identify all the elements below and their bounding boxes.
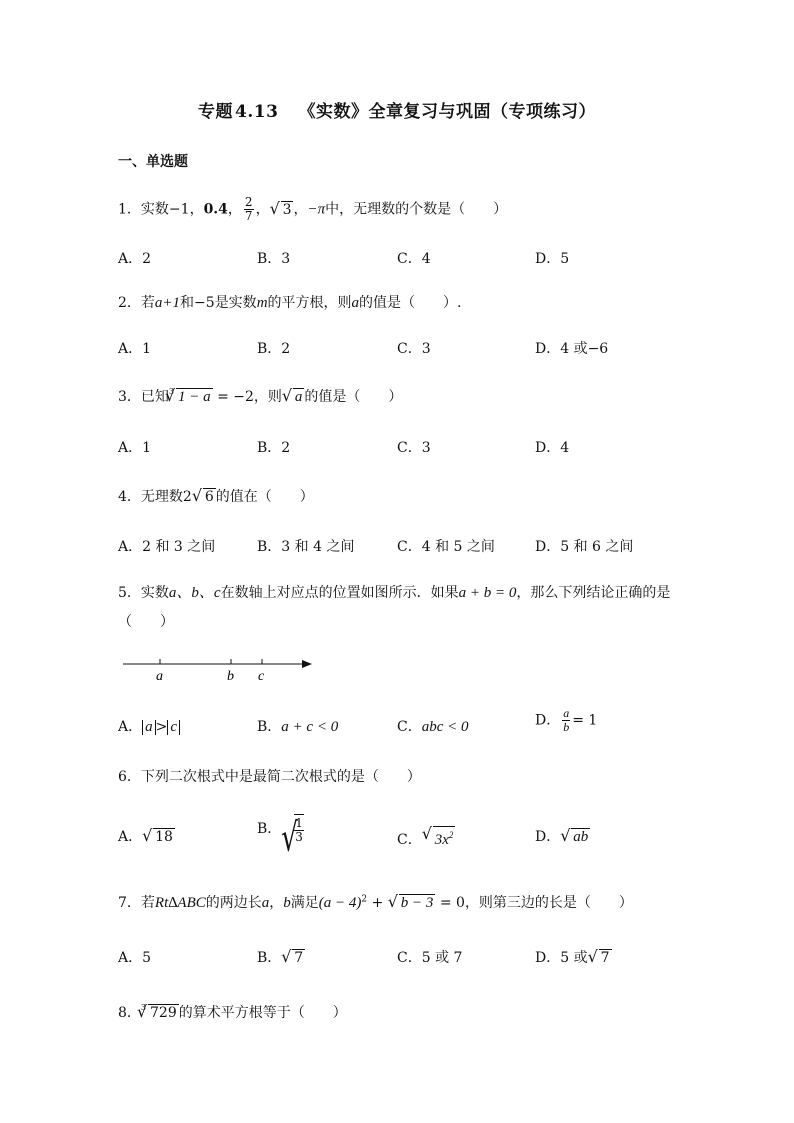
q2-expr2: −5	[194, 295, 215, 311]
q1-frac-top: 2	[244, 195, 253, 209]
q5-opt-d-eq: = 1	[572, 712, 598, 729]
q2-var-a: a	[351, 295, 360, 311]
question-8	[118, 1002, 347, 1022]
q1-pi: −π	[307, 201, 326, 218]
q1-option-d[interactable]: D．5	[535, 251, 570, 267]
q7-comma: ，	[269, 895, 284, 911]
q6-opt-a-label: A．	[118, 829, 143, 845]
question-2	[118, 292, 461, 312]
q6-sqrt-c	[423, 826, 456, 848]
q4-prefix: 4．无理数	[118, 489, 183, 505]
q4-option-a[interactable]: A．2 和 3 之间	[118, 539, 216, 555]
q1-option-b[interactable]: B．3	[257, 251, 291, 267]
q1-frac-bottom: 7	[244, 209, 253, 223]
section-heading: 一、单选题	[118, 154, 188, 170]
q3-suffix: 的值是（ ）	[304, 389, 403, 405]
q3-root-index: 3	[168, 387, 175, 396]
title-name: 《实数》全章复习与巩固（专项练习）	[298, 102, 596, 122]
q5-opt-d-fraction	[562, 707, 570, 734]
label-a: a	[156, 669, 163, 684]
q6-frac-bottom: 3	[295, 830, 303, 844]
q6-sqrt-d	[561, 828, 590, 845]
q7-suffix: ，则第三边的长是（ ）	[464, 895, 633, 911]
q5-frac-bottom: b	[563, 720, 570, 734]
q6-opt-c-label: C．	[397, 832, 422, 848]
q7-sqrt-d	[589, 949, 612, 966]
q5-opt-a-label: A．	[118, 719, 143, 735]
q1-fraction	[244, 196, 254, 223]
q6-radicand-c-exp: 2	[448, 830, 454, 840]
q5-gt: >	[155, 719, 168, 735]
q5-suffix: ，那么下列结论正确的是	[516, 585, 671, 601]
q5-opt-b-label: B．	[257, 719, 282, 735]
q6-radicand-a: 18	[155, 829, 173, 845]
q5-option-d[interactable]	[535, 707, 597, 734]
q7-option-d[interactable]	[535, 947, 612, 967]
q6-radicand-c-base: 3x	[434, 832, 449, 848]
q7-option-c[interactable]: C．5 或 7	[397, 950, 463, 966]
q7-eq: = 0	[435, 895, 465, 911]
q5-abs-c: c	[167, 720, 180, 735]
q6-option-b[interactable]	[257, 814, 304, 844]
q1-prefix: 1．实数	[118, 201, 169, 218]
q7-radicand-d: 7	[600, 950, 610, 966]
q6-opt-d-label: D．	[535, 829, 561, 845]
q7-triangle: Rt∆ABC	[154, 895, 206, 911]
q3-option-a[interactable]: A．1	[118, 440, 152, 456]
q2-text1: 是实数	[214, 295, 257, 311]
q3-option-d[interactable]: D．4	[535, 440, 570, 456]
q7-var-a: a	[261, 895, 270, 911]
question-3	[118, 386, 402, 406]
q2-option-b[interactable]: B．2	[257, 341, 291, 357]
q3-cbrt-radicand: 1 − a	[178, 389, 211, 405]
q8-root-index: 3	[140, 1003, 147, 1012]
q6-option-c[interactable]	[397, 826, 455, 849]
q4-option-b[interactable]: B．3 和 4 之间	[257, 539, 355, 555]
label-b: b	[227, 669, 234, 684]
q6-option-a[interactable]	[118, 826, 175, 846]
q5-answer-paren: （ ）	[118, 614, 174, 630]
q4-sqrt	[193, 488, 216, 505]
q2-var-m: m	[256, 295, 268, 311]
question-4	[118, 486, 314, 506]
q2-and: 和	[180, 295, 195, 311]
q5-prefix: 5．实数	[118, 585, 169, 601]
question-7	[118, 892, 633, 912]
q5-text: 在数轴上对应点的位置如图所示．如果	[220, 585, 459, 601]
q2-prefix: 2．若	[118, 295, 155, 311]
q2-option-d[interactable]: D．4 或−6	[535, 341, 609, 357]
q6-radicand-d: ab	[573, 829, 589, 845]
label-c: c	[258, 669, 265, 684]
q6-frac-top: √ 1	[295, 816, 303, 830]
q1-num1: −1	[168, 201, 190, 218]
q5-opt-d-label: D．	[535, 712, 561, 729]
q6-sqrt-b	[281, 814, 304, 844]
q1-sqrt	[271, 201, 294, 218]
q3-option-c[interactable]: C．3	[397, 440, 431, 456]
question-5	[118, 581, 670, 602]
q3-option-b[interactable]: B．2	[257, 440, 291, 456]
q2-option-c[interactable]: C．3	[397, 341, 431, 357]
q4-coefficient: 2	[182, 489, 192, 505]
q6-frac-b	[294, 814, 304, 844]
q1-num2: 0.4	[203, 201, 228, 218]
q7-option-a[interactable]: A．5	[118, 950, 152, 966]
question-1: 1．实数−1，0.4， $\frac{2}{7}$ ，√ 3 ，−π中，无理数的个数是（ ）	[118, 196, 507, 223]
title-prefix: 专题	[198, 102, 234, 122]
q7-radicand-b: 7	[294, 950, 304, 966]
q5-opt-b-expr: a + c < 0	[281, 719, 339, 735]
q7-opt-d-label: D．5 或	[535, 950, 588, 966]
title-number: 4.13	[235, 102, 279, 122]
q7-radicand: b − 3	[400, 895, 434, 911]
q3-sqrt-radicand: a	[294, 389, 303, 405]
q8-prefix: 8．	[118, 1005, 141, 1021]
q7-plus: +	[367, 895, 388, 911]
q4-sqrt-radicand: 6	[204, 489, 214, 505]
q7-text2: 满足	[290, 895, 319, 911]
q6-opt-b-label: B．	[257, 821, 282, 837]
question-6: 6．下列二次根式中是最简二次根式的是（ ）	[118, 769, 421, 785]
q7-sqrt-b	[282, 949, 305, 966]
q3-prefix: 3．已知	[118, 389, 169, 405]
q7-opt-b-label: B．	[257, 950, 282, 966]
q7-sqrt	[389, 894, 436, 911]
q5-opt-c-expr: abc < 0	[421, 719, 469, 735]
q6-radicand-c	[433, 826, 456, 848]
q8-radicand: 729	[150, 1005, 177, 1021]
q3-text: ，则	[253, 389, 282, 405]
q7-var-b: b	[283, 895, 291, 911]
q5-vars: a、b、c	[168, 585, 221, 601]
q3-sqrt	[283, 388, 305, 405]
q1-suffix: 中，无理数的个数是（ ）	[325, 201, 508, 218]
q7-expr1: (a − 4)	[318, 895, 362, 911]
q8-suffix: 的算术平方根等于（ ）	[178, 1005, 347, 1021]
q5-opt-c-label: C．	[397, 719, 422, 735]
q1-sqrt-radicand: 3	[282, 201, 292, 218]
q1-option-c[interactable]: C．4	[397, 251, 431, 267]
q3-equation: = −2	[212, 389, 254, 405]
q5-condition: a + b = 0	[458, 585, 517, 601]
q5-option-a[interactable]	[118, 716, 180, 736]
q4-suffix: 的值在（ ）	[215, 489, 314, 505]
q7-exponent: 2	[361, 894, 368, 905]
q2-suffix: 的值是（ ）.	[359, 295, 462, 311]
q5-abs-a: a	[142, 720, 156, 735]
q1-option-a[interactable]: A．2	[118, 251, 152, 267]
q5-option-c[interactable]	[397, 716, 469, 736]
q5-number-line	[118, 654, 318, 684]
q6-option-d[interactable]	[535, 826, 590, 846]
number-line-arrow-icon	[302, 660, 312, 668]
q6-sqrt-a	[143, 828, 175, 845]
q7-prefix: 7．若	[118, 895, 155, 911]
q4-option-d[interactable]: D．5 和 6 之间	[535, 539, 634, 555]
q7-text1: 的两边长	[205, 895, 262, 911]
q5-option-b[interactable]	[257, 716, 338, 736]
q5-frac-top: a	[563, 706, 570, 720]
q2-option-a[interactable]: A．1	[118, 341, 152, 357]
q4-option-c[interactable]: C．4 和 5 之间	[397, 539, 495, 555]
page-title	[0, 97, 794, 122]
q2-expr1: a+1	[154, 295, 181, 311]
q2-text2: 的平方根，则	[267, 295, 352, 311]
q7-option-b[interactable]	[257, 947, 305, 967]
